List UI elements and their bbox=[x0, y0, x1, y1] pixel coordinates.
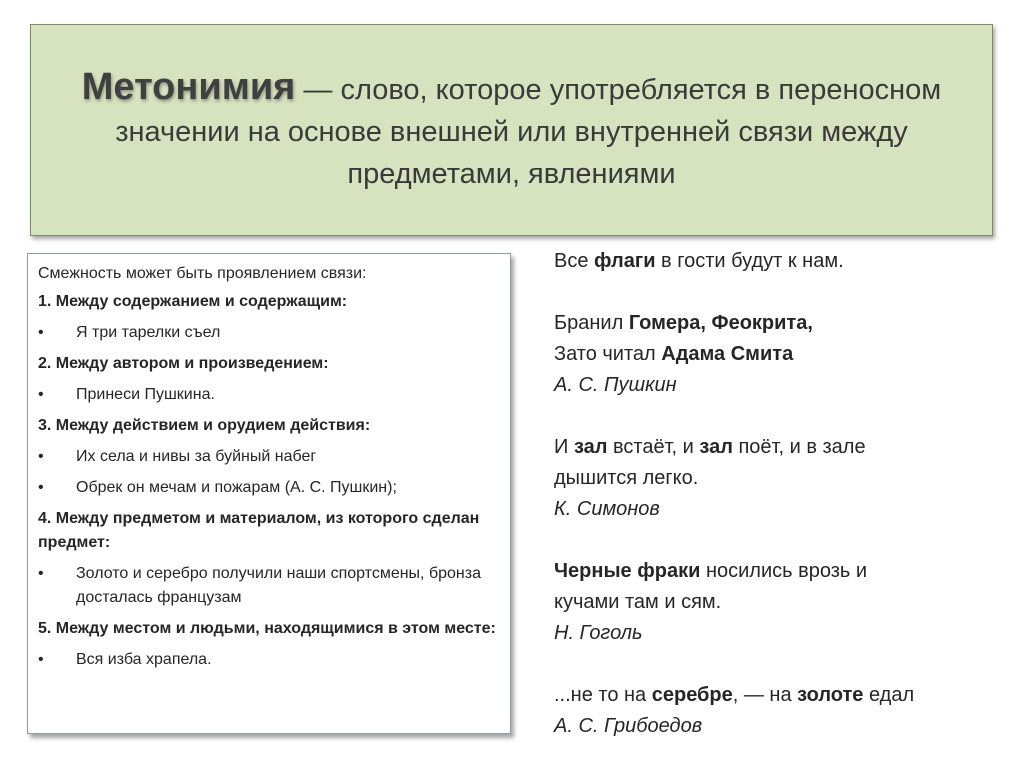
bullet-icon: • bbox=[38, 479, 44, 496]
quote-text: И bbox=[554, 436, 574, 458]
quote-line bbox=[554, 432, 1014, 463]
example-item bbox=[38, 445, 500, 469]
quote-text: в гости будут к нам. bbox=[655, 250, 844, 272]
example-text: Принеси Пушкина. bbox=[76, 386, 215, 403]
example-text: Обрек он мечам и пожарам (А. С. Пушкин); bbox=[76, 479, 397, 496]
quote-3 bbox=[554, 432, 1014, 525]
quote-author: А. С. Грибоедов bbox=[554, 715, 703, 737]
quote-4 bbox=[554, 556, 1014, 649]
quote-1 bbox=[554, 246, 1014, 277]
bullet-icon: • bbox=[38, 448, 44, 465]
types-box bbox=[27, 253, 511, 734]
example-item bbox=[38, 648, 500, 672]
example-item bbox=[38, 476, 500, 500]
quote-5 bbox=[554, 680, 1014, 742]
quote-line: дышится легко. bbox=[554, 467, 699, 489]
example-text: Вся изба храпела. bbox=[76, 651, 212, 668]
example-text: Я три тарелки съел bbox=[76, 324, 221, 341]
definition-body: — слово, которое употребляется в переносном значении на основе внешней или внутренней связи между предметами, явлениями bbox=[115, 73, 942, 190]
example-item bbox=[38, 562, 500, 610]
quote-text: едал bbox=[863, 684, 915, 706]
quote-highlight: зал bbox=[699, 436, 733, 458]
quote-highlight: Черные фраки bbox=[554, 560, 701, 582]
example-item bbox=[38, 383, 500, 407]
bullet-icon: • bbox=[38, 651, 44, 668]
quote-author: Н. Гоголь bbox=[554, 622, 643, 644]
quote-line bbox=[554, 556, 1014, 587]
quote-text: носились врозь и bbox=[700, 560, 868, 582]
quote-highlight: флаги bbox=[594, 250, 656, 272]
types-intro: Смежность может быть проявлением связи: bbox=[38, 265, 367, 282]
bullet-icon: • bbox=[38, 324, 44, 341]
quote-highlight: Адама Смита bbox=[661, 343, 794, 365]
quotes-column bbox=[554, 246, 1014, 742]
quote-highlight: серебре bbox=[651, 684, 733, 706]
quote-line: кучами там и сям. bbox=[554, 591, 722, 613]
quote-line bbox=[554, 246, 1014, 277]
quote-line bbox=[554, 308, 1014, 339]
quote-text: Зато читал bbox=[554, 343, 662, 365]
definition-box bbox=[30, 24, 993, 236]
category-title-2: 2. Между автором и произведением: bbox=[38, 355, 329, 372]
quote-line bbox=[554, 339, 1014, 370]
quote-text: , — на bbox=[732, 684, 798, 706]
term-title: Метонимия bbox=[81, 65, 296, 108]
quote-text: Бранил bbox=[554, 312, 629, 334]
category-title-5: 5. Между местом и людьми, находящимися в этом месте: bbox=[38, 620, 496, 637]
quote-author: К. Симонов bbox=[554, 498, 660, 520]
category-title-1: 1. Между содержанием и содержащим: bbox=[38, 293, 348, 310]
quote-author: А. С. Пушкин bbox=[554, 374, 677, 396]
category-title-3: 3. Между действием и орудием действия: bbox=[38, 417, 371, 434]
example-item bbox=[38, 321, 500, 345]
quote-highlight: Гомера, Феокрита, bbox=[628, 312, 813, 334]
quote-highlight: золоте bbox=[797, 684, 864, 706]
category-title-4: 4. Между предметом и материалом, из которого сделан предмет: bbox=[38, 510, 480, 551]
quote-text: поёт, и в зале bbox=[732, 436, 866, 458]
example-text: Их села и нивы за буйный набег bbox=[76, 448, 317, 465]
definition-text bbox=[61, 66, 962, 195]
quote-line bbox=[554, 680, 1014, 711]
quote-text: Все bbox=[554, 250, 595, 272]
bullet-icon: • bbox=[38, 565, 44, 582]
quote-text: встаёт, и bbox=[607, 436, 700, 458]
quote-highlight: зал bbox=[573, 436, 608, 458]
example-text: Золото и серебро получили наши спортсмены, бронза досталась французам bbox=[76, 565, 481, 606]
bullet-icon: • bbox=[38, 386, 44, 403]
quote-2 bbox=[554, 308, 1014, 401]
quote-text: ...не то на bbox=[554, 684, 652, 706]
